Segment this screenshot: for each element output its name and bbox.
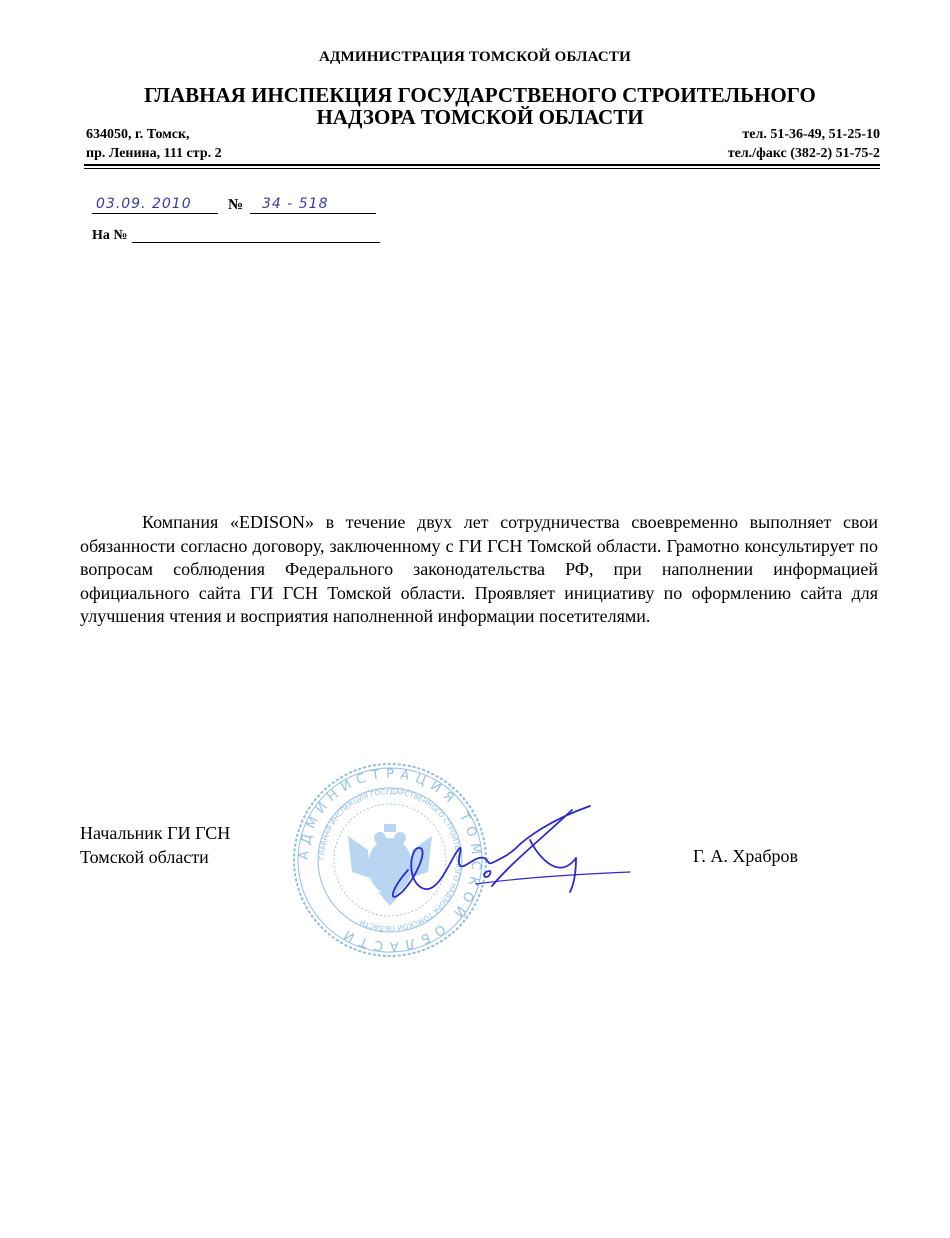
- reference-underline: [132, 242, 380, 243]
- address-line1: 634050, г. Томск,: [86, 127, 190, 142]
- number-underline: [250, 213, 376, 214]
- signatory-position-line1: Начальник ГИ ГСН: [80, 823, 231, 843]
- organization-title-line1: ГЛАВНАЯ ИНСПЕКЦИЯ ГОСУДАРСТВЕНОГО СТРОИТЕЛЬНОГО: [144, 83, 816, 107]
- header-rule-thick: [84, 164, 880, 166]
- number-handwritten: 34 - 518: [262, 196, 329, 212]
- reference-label: На №: [92, 228, 128, 243]
- signatory-name: Г. А. Храбров: [693, 846, 799, 866]
- fax-line: тел./факс (382-2) 51-75-2: [727, 146, 880, 161]
- stamp-outer-text: АДМИНИСТРАЦИЯ ТОМСКОЙ ОБЛАСТИ: [296, 766, 484, 954]
- handwritten-signature: [380, 800, 640, 910]
- address-line2: пр. Ленина, 111 стр. 2: [86, 146, 222, 161]
- signatory-position: [80, 822, 230, 869]
- stamp-inner-text: ГЛАВНАЯ ИНСПЕКЦИЯ ГОСУДАРСТВЕННОГО СТРОИТЕЛЬНОГО НАДЗОРА ТОМСКОЙ ОБЛАСТИ: [317, 787, 463, 933]
- signatory-position-line2: Томской области: [80, 846, 209, 867]
- organization-title: [0, 84, 950, 128]
- letter-body: Компания «EDISON» в течение двух лет сотрудничества своевременно выполняет свои обязанности согласно договору, заключенному с ГИ ГСН Томской области. Грамотно консультирует по вопросам соблюдения Федерального законодательства РФ, при наполнении информацией официального сайта ГИ ГСН Томской области. Проявляет инициативу по оформлению сайта для улучшения чтения и восприятия наполненной информации посетителями.: [80, 512, 878, 626]
- date-underline: [92, 213, 218, 214]
- date-handwritten: 03.09. 2010: [96, 196, 192, 212]
- administration-heading: АДМИНИСТРАЦИЯ ТОМСКОЙ ОБЛАСТИ: [319, 49, 631, 65]
- header-rule-thin: [84, 168, 880, 169]
- number-label: №: [228, 197, 244, 213]
- phone-line: тел. 51-36-49, 51-25-10: [742, 127, 880, 142]
- organization-title-line2: НАДЗОРА ТОМСКОЙ ОБЛАСТИ: [316, 105, 644, 129]
